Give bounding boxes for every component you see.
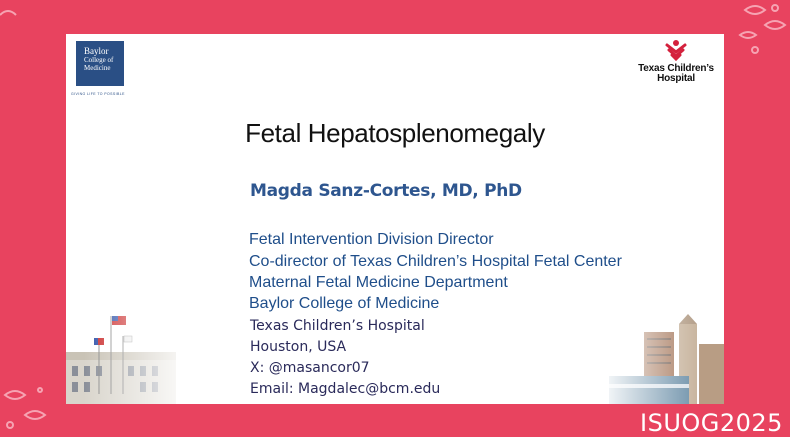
detail-line: X: @masancor07 <box>250 360 370 376</box>
presentation-slide <box>66 34 724 404</box>
decorative-flourish-top-right <box>725 0 790 60</box>
affiliation-line: Maternal Fetal Medicine Department <box>249 274 508 291</box>
detail-line: Email: Magdalec@bcm.edu <box>250 381 441 397</box>
affiliation-line: Co-director of Texas Children’s Hospital Fetal Center <box>249 253 622 270</box>
tch-logo-line2: Hospital <box>657 73 695 84</box>
affiliation-line: Baylor College of Medicine <box>249 295 440 312</box>
bcm-logo-line2: College of <box>84 56 114 64</box>
bcm-logo-line3: Medicine <box>84 64 111 72</box>
author-name: Magda Sanz-Cortes, MD, PhD <box>250 181 522 201</box>
building-with-flags-image <box>66 304 186 404</box>
decorative-flourish-bottom-left <box>0 375 60 437</box>
tch-logo-line1: Texas Children’s <box>638 63 714 74</box>
tch-heart-icon <box>663 39 689 63</box>
bcm-logo-line1: Baylor <box>84 46 109 56</box>
texas-childrens-hospital-logo <box>634 39 718 84</box>
hospital-buildings-image <box>609 314 724 404</box>
affiliation-line: Fetal Intervention Division Director <box>249 231 494 248</box>
baylor-college-of-medicine-logo <box>76 41 124 86</box>
detail-line: Texas Children’s Hospital <box>250 318 425 334</box>
decorative-flourish-top-left <box>0 0 30 30</box>
bcm-tagline: GIVING LIFE TO POSSIBLE <box>71 92 125 96</box>
detail-line: Houston, USA <box>250 339 347 355</box>
isuog-2025-logo: ISUOG2025 <box>640 409 783 437</box>
slide-title: Fetal Hepatosplenomegaly <box>245 118 545 148</box>
